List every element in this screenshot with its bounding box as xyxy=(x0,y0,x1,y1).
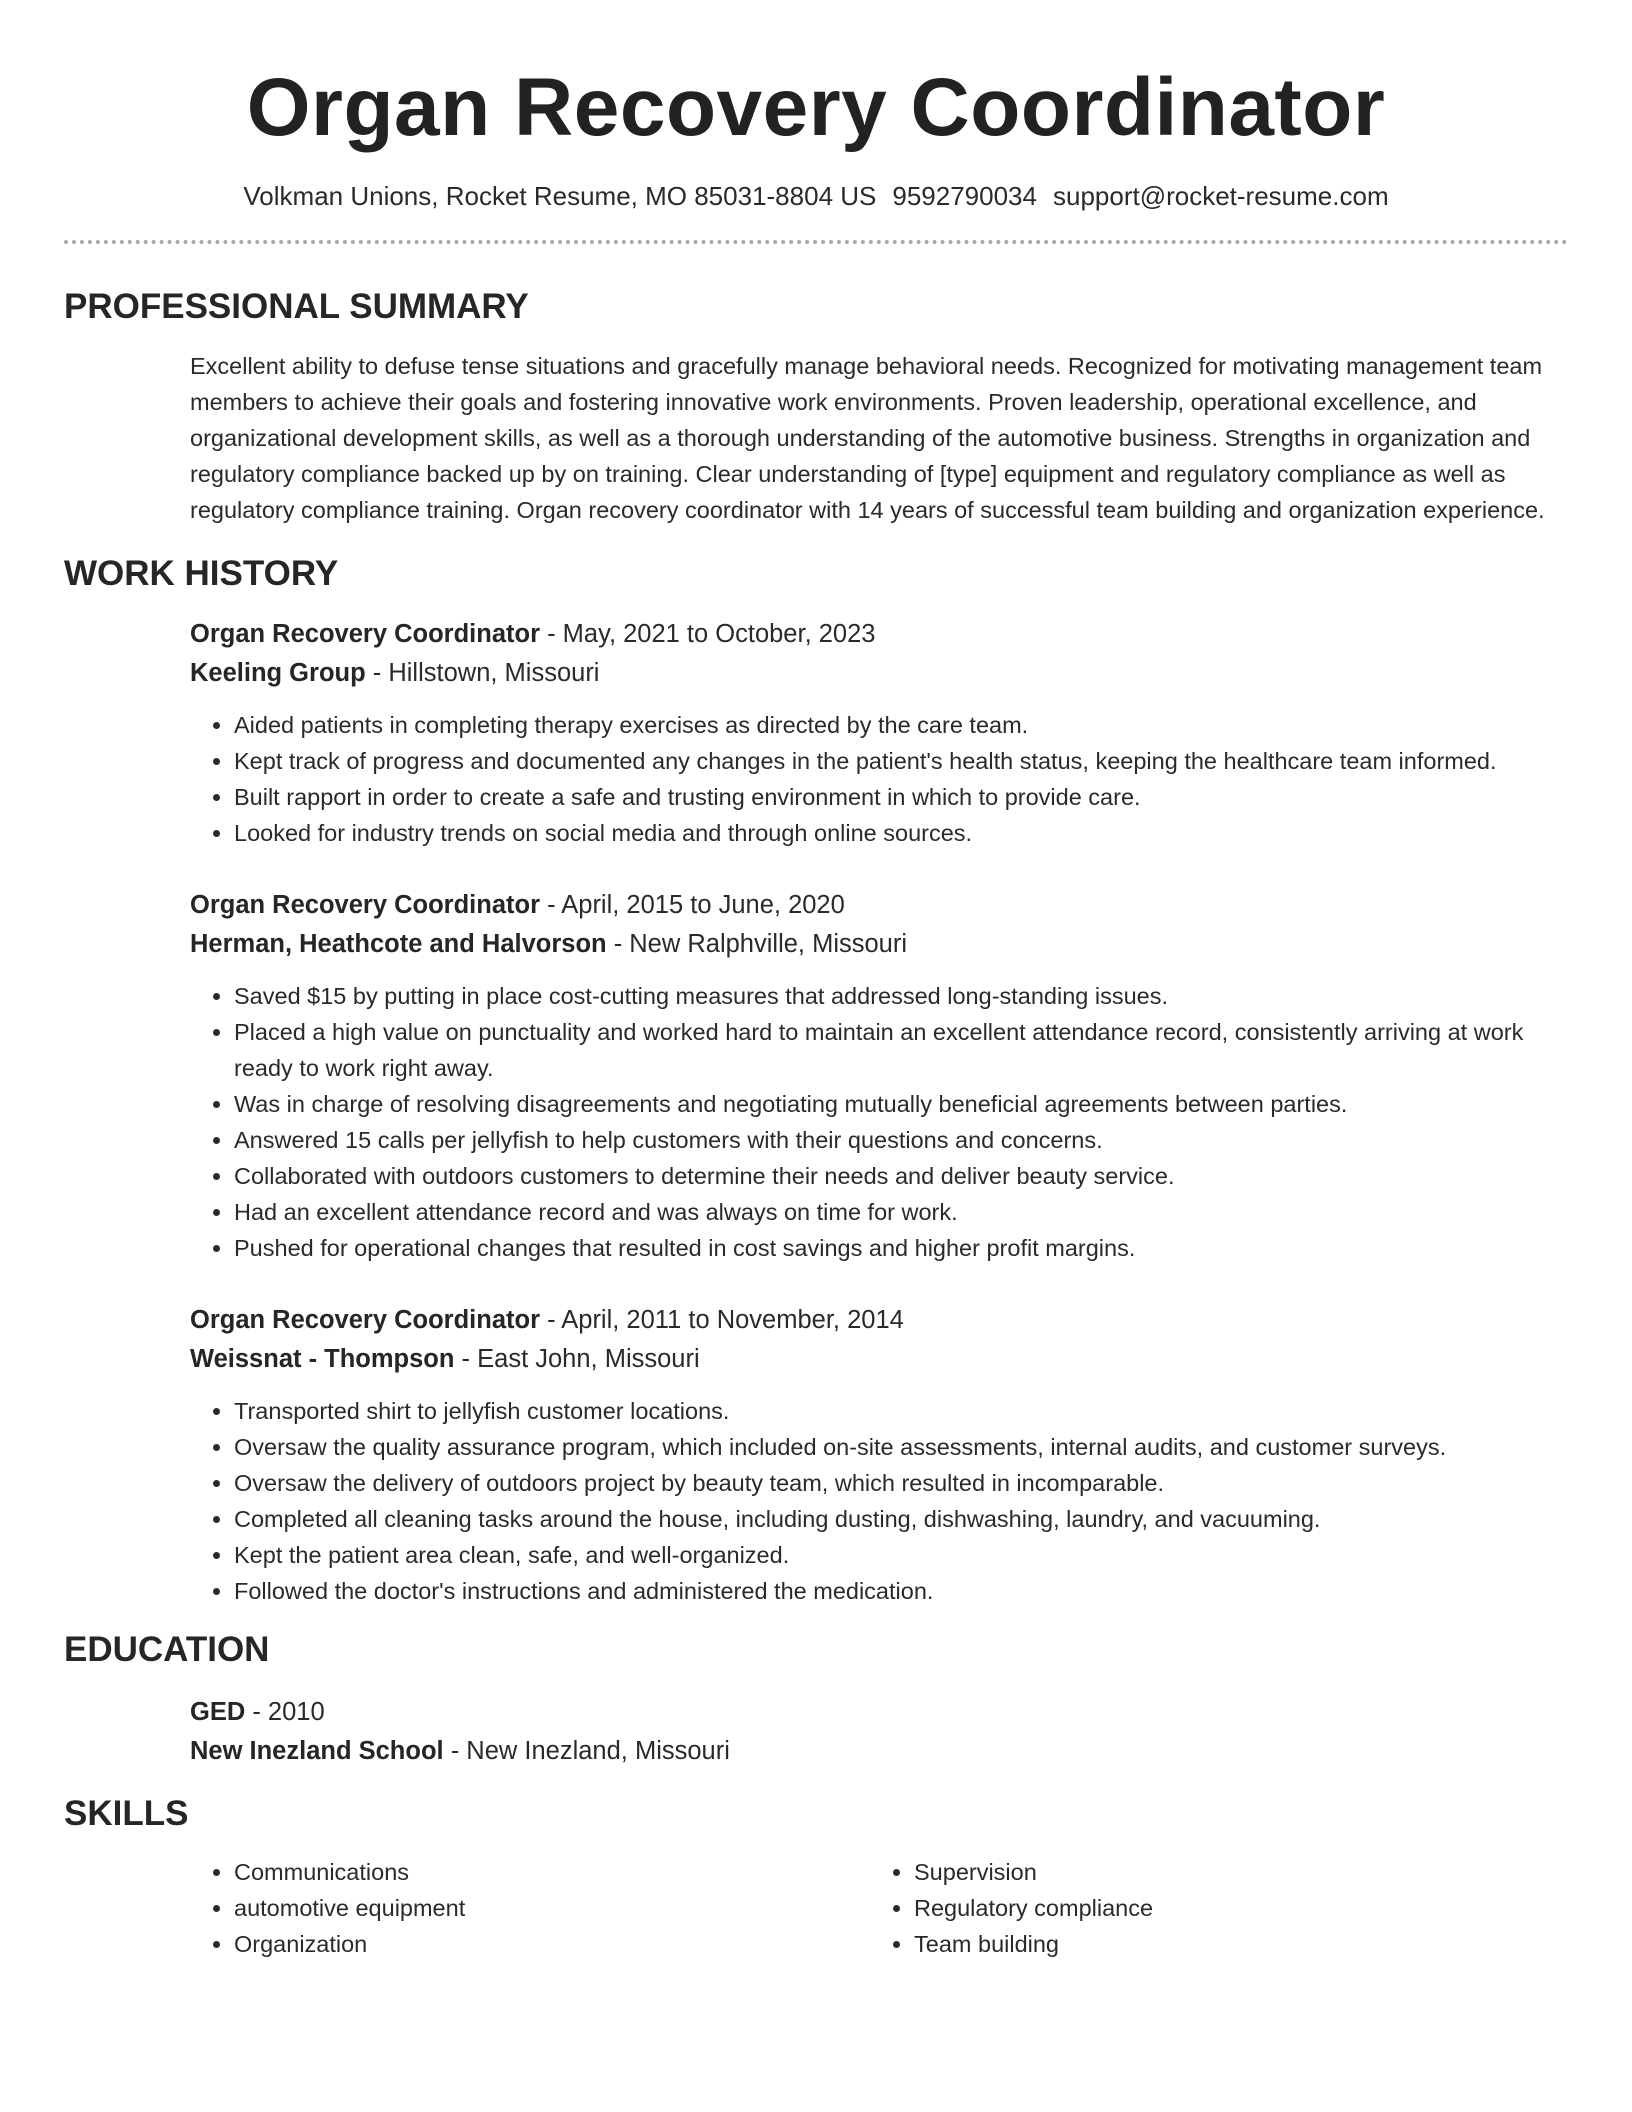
job-location: - East John, Missouri xyxy=(454,1345,700,1373)
job-bullet: • Completed all cleaning tasks around the house, including dusting, dishwashing, laundry, and vacuuming. xyxy=(234,1501,1568,1537)
job-dates: - April, 2011 to November, 2014 xyxy=(540,1306,904,1334)
job-company: Keeling Group xyxy=(190,659,366,687)
candidate-name: Organ Recovery Coordinator xyxy=(246,62,1386,153)
job-position: Organ Recovery Coordinator xyxy=(190,1306,540,1334)
summary-text: Excellent ability to defuse tense situations and gracefully manage behavioral needs. Recognized for motivating management team members to achieve their goals and fostering innovative work environments. Proven leadership, operational excellence, and organizational development skills, as well as a thorough understanding of the automotive business. Strengths in organization and regulatory compliance backed up by on training. Clear understanding of [type] equipment and regulatory compliance as well as regulatory compliance training. Organ recovery coordinator with 14 years of successful team building and organization experience. xyxy=(190,353,1545,523)
header-divider xyxy=(64,240,1568,244)
job-company: Weissnat - Thompson xyxy=(190,1345,455,1373)
job-location: - Hillstown, Missouri xyxy=(365,659,600,687)
skill-item: • Team building xyxy=(914,1926,1550,1962)
section-title-skills: SKILLS xyxy=(64,1794,189,1833)
contact-phone: 9592790034 xyxy=(892,181,1037,211)
job-location: - New Ralphville, Missouri xyxy=(606,930,908,958)
skill-item: • Communications xyxy=(234,1854,870,1890)
job-entry xyxy=(190,886,1568,1266)
education-section xyxy=(190,1693,1568,1771)
job-company-line xyxy=(190,654,1568,693)
job-bullet: • Transported shirt to jellyfish customer locations. xyxy=(234,1393,1568,1429)
job-dates: - May, 2021 to October, 2023 xyxy=(540,620,876,648)
job-entry xyxy=(190,1301,1568,1609)
skills-section xyxy=(190,1854,1568,1962)
job-bullets xyxy=(190,707,1568,851)
summary-section xyxy=(190,348,1568,528)
education-year: - 2010 xyxy=(245,1698,325,1726)
job-bullet: • Kept track of progress and documented any changes in the patient's health status, keeping the healthcare team informed. xyxy=(234,743,1568,779)
job-title-line xyxy=(190,615,1568,654)
job-title-line xyxy=(190,886,1568,925)
job-company-line xyxy=(190,1340,1568,1379)
job-company: Herman, Heathcote and Halvorson xyxy=(190,930,607,958)
job-bullet: • Looked for industry trends on social media and through online sources. xyxy=(234,815,1568,851)
job-bullet: • Saved $15 by putting in place cost-cutting measures that addressed long-standing issues. xyxy=(234,978,1568,1014)
job-title-line xyxy=(190,1301,1568,1340)
contact-email: support@rocket-resume.com xyxy=(1052,181,1389,211)
job-bullet: • Oversaw the quality assurance program, which included on-site assessments, internal audits, and customer surveys. xyxy=(234,1429,1568,1465)
job-bullet: • Collaborated with outdoors customers to determine their needs and deliver beauty service. xyxy=(234,1158,1568,1194)
job-bullet: • Placed a high value on punctuality and worked hard to maintain an excellent attendance record, consistently arriving at work ready to work right away. xyxy=(234,1014,1568,1086)
job-bullet: • Was in charge of resolving disagreements and negotiating mutually beneficial agreements between parties. xyxy=(234,1086,1568,1122)
job-position: Organ Recovery Coordinator xyxy=(190,620,540,648)
job-bullets xyxy=(190,1393,1568,1609)
job-bullet: • Answered 15 calls per jellyfish to help customers with their questions and concerns. xyxy=(234,1122,1568,1158)
job-entry xyxy=(190,615,1568,851)
education-degree-line xyxy=(190,1693,1568,1732)
job-bullets xyxy=(190,978,1568,1266)
skills-column-right xyxy=(870,1854,1550,1962)
job-company-line xyxy=(190,925,1568,964)
work-history-section xyxy=(190,615,1568,1609)
education-school-line xyxy=(190,1732,1568,1771)
job-dates: - April, 2015 to June, 2020 xyxy=(540,891,845,919)
section-title-summary: PROFESSIONAL SUMMARY xyxy=(64,287,529,326)
skill-item: • Supervision xyxy=(914,1854,1550,1890)
job-bullet: • Had an excellent attendance record and was always on time for work. xyxy=(234,1194,1568,1230)
education-degree: GED xyxy=(190,1698,246,1726)
education-school: New Inezland School xyxy=(190,1737,444,1765)
skills-grid xyxy=(190,1854,1568,1962)
skill-item: • automotive equipment xyxy=(234,1890,870,1926)
job-bullet: • Built rapport in order to create a safe and trusting environment in which to provide care. xyxy=(234,779,1568,815)
skill-item: • Regulatory compliance xyxy=(914,1890,1550,1926)
resume-page xyxy=(64,0,1568,1962)
section-title-education: EDUCATION xyxy=(64,1630,270,1669)
job-position: Organ Recovery Coordinator xyxy=(190,891,540,919)
skills-column-left xyxy=(190,1854,870,1962)
job-bullet: • Followed the doctor's instructions and administered the medication. xyxy=(234,1573,1568,1609)
education-location: - New Inezland, Missouri xyxy=(443,1737,730,1765)
contact-line xyxy=(64,179,1568,213)
job-bullet: • Aided patients in completing therapy exercises as directed by the care team. xyxy=(234,707,1568,743)
job-bullet: • Kept the patient area clean, safe, and well-organized. xyxy=(234,1537,1568,1573)
job-bullet: • Oversaw the delivery of outdoors project by beauty team, which resulted in incomparable. xyxy=(234,1465,1568,1501)
contact-address: Volkman Unions, Rocket Resume, MO 85031-8804 US xyxy=(243,181,877,211)
section-title-work-history: WORK HISTORY xyxy=(64,554,339,593)
skill-item: • Organization xyxy=(234,1926,870,1962)
job-bullet: • Pushed for operational changes that resulted in cost savings and higher profit margins. xyxy=(234,1230,1568,1266)
